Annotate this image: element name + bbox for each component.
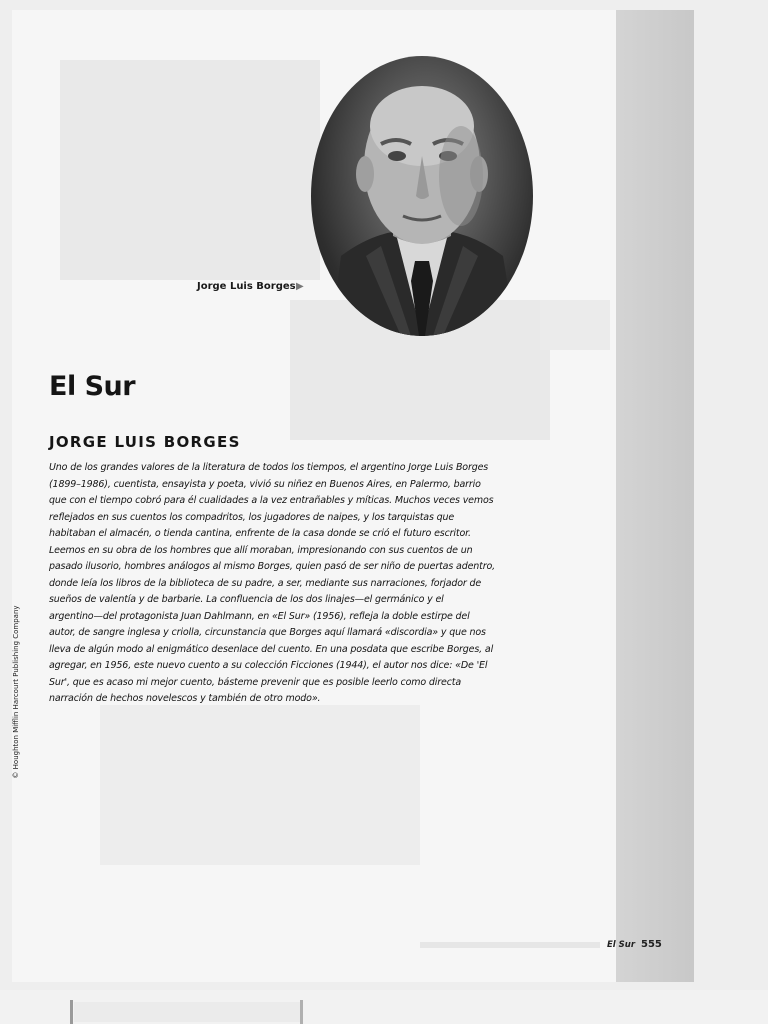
show-through-footnotes (100, 705, 420, 865)
intro-line: agregar, en 1956, este nuevo cuento a su colección Ficciones (1944), el autor nos dice: «De 'El (49, 660, 488, 671)
show-through-sidenote (540, 300, 610, 350)
intro-line: habitaban el almacén, o tienda cantina, enfrente de la casa donde se crió el futuro escritor. (49, 528, 471, 539)
intro-line: (1899–1986), cuentista, ensayista y poeta, vivió su niñez en Buenos Aires, en Palermo, barrio (49, 478, 481, 490)
intro-line: pasado ilusorio, hombres análogos al mismo Borges, quien pasó de ser niño de puertas adentro, (49, 561, 495, 572)
intro-line: argentino—del protagonista Juan Dahlmann, en «El Sur» (1956), refleja la doble estirpe del (49, 610, 470, 622)
page-number: 555 (641, 939, 662, 950)
page-gutter-shadow (616, 10, 694, 982)
author-portrait (311, 56, 533, 336)
next-page-edge (74, 1002, 300, 1022)
portrait-caption: Jorge Luis Borges (197, 281, 296, 292)
intro-line: que con el tiempo cobró para él cualidades a la vez entrañables y míticas. Muchos veces vemos (49, 495, 494, 506)
intro-line: lleva de algún modo al enigmático desenlace del cuento. En una posdata que escribe Borges, al (49, 643, 494, 655)
show-through-footer (420, 942, 600, 948)
intro-line: Sur', que es acaso mi mejor cuento, básteme prevenir que es posible leerlo como directa (49, 676, 462, 688)
page-edge-mark (70, 1000, 73, 1024)
intro-line: sueños de valentía y de barbarie. La confluencia de los dos linajes—el germánico y el (49, 594, 444, 605)
author-introduction (49, 460, 529, 708)
footer-running-title: El Sur (607, 940, 636, 950)
show-through-text-left (60, 60, 320, 280)
caption-pointer-icon: ▶ (296, 281, 304, 292)
intro-line: Leemos en su obra de los hombres que allí moraban, impresionando con sus cuentos de un (49, 544, 473, 556)
copyright-notice: © Houghton Mifflin Harcourt Publishing Company (12, 605, 20, 779)
story-title: El Sur (49, 371, 136, 402)
intro-line: narración de hechos novelescos y también de otro modo». (49, 693, 321, 704)
intro-line: Uno de los grandes valores de la literatura de todos los tiempos, el argentino Jorge Luis Borges (49, 462, 489, 473)
intro-line: reflejados en sus cuentos los compadritos, los jugadores de naipes, y los tarquistas que (49, 511, 455, 523)
author-heading: JORGE LUIS BORGES (49, 433, 241, 451)
portrait-photo (311, 56, 533, 336)
intro-line: autor, de sangre inglesa y criolla, circunstancia que Borges aquí llamará «discordia» y que nos (49, 627, 486, 638)
intro-line: donde leía los libros de la biblioteca de su padre, a ser, mediante sus narraciones, forjador de (49, 577, 482, 589)
page-edge-mark (300, 1000, 303, 1024)
